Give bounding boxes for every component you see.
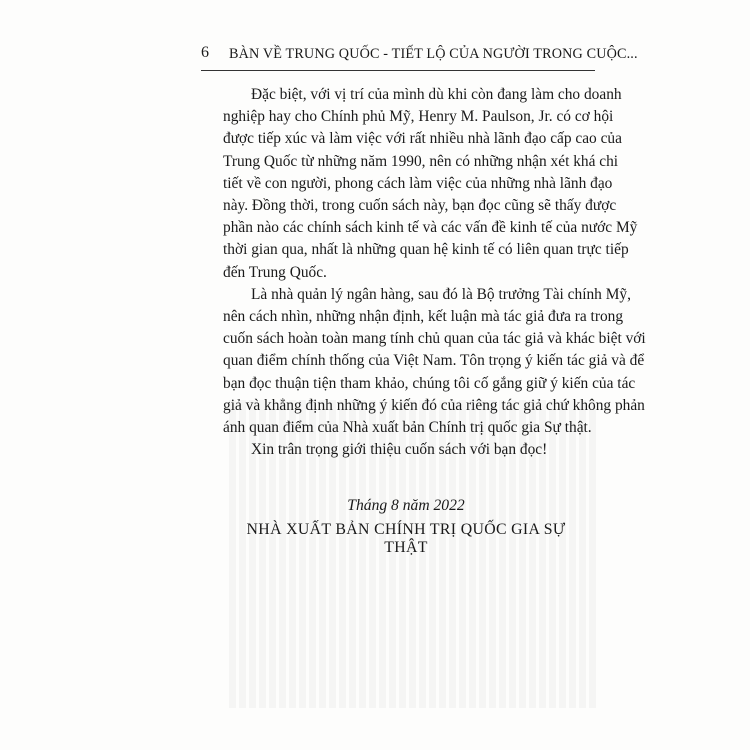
page-number: 6 [201,44,209,61]
body-text [223,84,646,461]
text-line: nghiệp hay cho Chính phủ Mỹ, Henry M. Paulson, Jr. có cơ hội [223,108,614,126]
text-line: nên cách nhìn, những nhận định, kết luận mà tác giả đưa ra trong [223,308,624,326]
signature-publisher: NHÀ XUẤT BẢN CHÍNH TRỊ QUỐC GIA SỰ THẬT [246,521,566,556]
text-line: Đặc biệt, với vị trí của mình dù khi còn đang làm cho doanh [251,86,622,103]
text-line: bạn đọc thuận tiện tham khảo, chúng tôi cố gắng giữ ý kiến của tác [223,374,636,392]
running-header [201,40,638,71]
running-title: BÀN VỀ TRUNG QUỐC - TIẾT LỘ CỦA NGƯỜI TRONG CUỘC... [229,46,638,62]
text-line: Là nhà quản lý ngân hàng, sau đó là Bộ trưởng Tài chính Mỹ, [251,285,631,303]
text-line: Trung Quốc từ những năm 1990, nên có những nhận xét khá chi [223,152,619,170]
paragraph-2 [223,284,646,439]
signature-date: Tháng 8 năm 2022 [347,497,465,514]
text-line: Xin trân trọng giới thiệu cuốn sách với bạn đọc! [251,441,548,459]
paragraph-1 [223,84,638,284]
text-line: đến Trung Quốc. [223,263,327,281]
text-line: ánh quan điểm của Nhà xuất bản Chính trị quốc gia Sự thật. [223,419,592,437]
text-line: tiết về con người, phong cách làm việc của những nhà lãnh đạo [223,174,613,192]
text-line: cuốn sách hoàn toàn mang tính chủ quan của tác giả và khác biệt với [223,330,646,348]
text-line: giả và khẳng định những ý kiến đó của riêng tác giả chứ không phản [223,396,645,414]
text-line: này. Đồng thời, trong cuốn sách này, bạn đọc cũng sẽ thấy được [223,197,617,215]
text-line: thời gian qua, nhất là những quan hệ kinh tế có liên quan trực tiếp [223,241,629,259]
text-line: được tiếp xúc và làm việc với rất nhiều nhà lãnh đạo cấp cao của [223,130,622,148]
paragraph-3 [223,439,589,461]
text-line: quan điểm chính thống của Việt Nam. Tôn trọng ý kiến tác giả và để [223,352,645,370]
text-line: phần nào các chính sách kinh tế và các vấn đề kinh tế của nước Mỹ [223,219,638,237]
